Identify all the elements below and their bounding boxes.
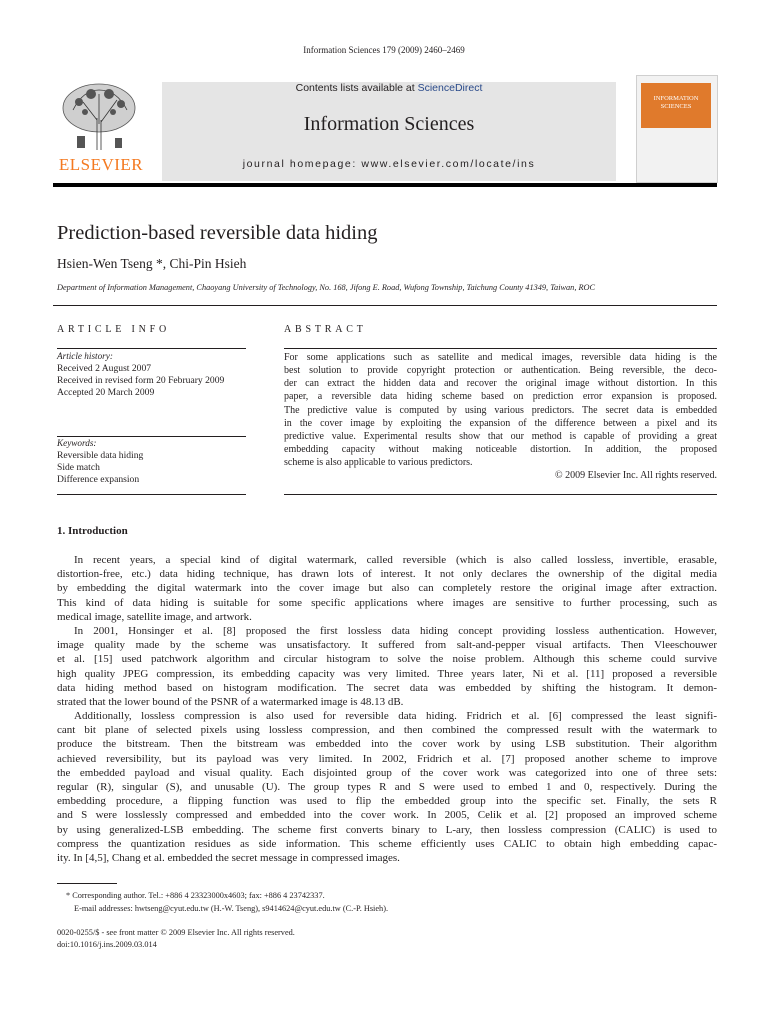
journal-name: Information Sciences — [303, 113, 475, 135]
journal-citation: Information Sciences 179 (2009) 2460–2469 — [303, 45, 465, 55]
body-line: the embedded payload and visual quality. Each disjointed group of the cover work was categorized into one of three sets: — [57, 766, 717, 779]
keyword-item: Difference expansion — [57, 474, 140, 485]
body-line: by using generalized-LSB embedding. The scheme first converts binary to L-ary, then lossless compression (CALIC) is used to — [57, 823, 717, 836]
body-line: regular (R), singular (S), and unusable (U). The group types R and S were used to embed 1 and 0, respectively. During the — [57, 781, 717, 793]
abstract-rule — [284, 348, 717, 349]
history-received: Received 2 August 2007 — [57, 363, 152, 374]
abstract-line: paper, a reversible data hiding scheme based on prediction error expansion is proposed. — [284, 391, 717, 403]
body-line: This kind of data hiding is suitable for some specific applications where images are sensitive to further processing, such as — [57, 596, 717, 609]
abstract-line: The predictive value is computed by using various predictors. The secret data is embedded — [284, 404, 717, 416]
keywords-rule — [57, 436, 246, 437]
abstract-body — [284, 351, 717, 469]
history-revised: Received in revised form 20 February 2009 — [57, 375, 225, 386]
body-line: In recent years, a special kind of digital watermark, called reversible (which is also called lossless, invertible, erasable, — [74, 554, 717, 566]
abstract-line: in the cover image by exploiting the expansion of the difference between a pixel and its — [284, 417, 717, 429]
introduction-body — [57, 553, 717, 865]
body-line: produce the bitstream. Then the bitstream was embedded into the cover work by using LSB substitution. Their algorithm — [57, 738, 717, 751]
cover-title: INFORMATION SCIENCES — [653, 95, 699, 110]
article-title: Prediction-based reversible data hiding — [57, 222, 378, 244]
abstract-line: predictive value. Experimental results show that our method is capable of providing a great — [284, 430, 717, 442]
article-authors: Hsien-Wen Tseng *, Chi-Pin Hsieh — [57, 256, 247, 271]
doi[interactable]: doi:10.1016/j.ins.2009.03.014 — [57, 940, 157, 949]
body-line: data hiding method based on histogram modification. The secret data was embedded by shifting the histogram. It demon- — [57, 681, 717, 694]
body-line: image quality made by the scheme was unsatisfactory. It suffered from salt-and-pepper visual artifacts. Then Vleeschouwer — [57, 639, 717, 652]
body-line: ity. In [4,5], Chang et al. embedded the secret message in compressed images. — [57, 851, 400, 864]
email-footnote: E-mail addresses: hwtseng@cyut.edu.tw (H.-W. Tseng), s9414624@cyut.edu.tw (C.-P. Hsieh). — [74, 904, 389, 913]
article-info-rule — [57, 348, 246, 349]
body-line: by embedding the digital watermark into the cover image but also can completely restore the original image after extraction. — [57, 582, 717, 595]
body-line: medical image, satellite image, and artwork. — [57, 610, 252, 623]
journal-homepage[interactable]: journal homepage: www.elsevier.com/locate/ins — [242, 158, 536, 170]
abstract-bottom-rule — [284, 494, 717, 495]
body-line: and S were losslessly compressed and embedded into the cover work. In 2005, Celik et al. [2] proposed an improved scheme — [57, 809, 717, 822]
article-info-bottom-rule — [57, 494, 246, 495]
body-line: strated that the lower bound of the PSNR of a watermarked image is 48.13 dB. — [57, 695, 404, 708]
introduction-heading: 1. Introduction — [57, 525, 128, 537]
corresponding-author-footnote: * Corresponding author. Tel.: +886 4 23323000x4603; fax: +886 4 23742337. — [66, 891, 325, 900]
abstract-copyright: © 2009 Elsevier Inc. All rights reserved. — [554, 470, 717, 481]
abstract-line: der can extract the hidden data and recover the original image without distortion. In this — [284, 378, 717, 390]
history-accepted: Accepted 20 March 2009 — [57, 387, 155, 398]
body-line: In 2001, Honsinger et al. [8] proposed the first lossless data hiding concept providing lossless authentication. However, — [74, 624, 717, 637]
abstract-line: For some applications such as satellite and medical images, reversible data hiding is the — [284, 352, 717, 363]
contents-line — [162, 82, 616, 94]
front-matter-note: 0020-0255/$ - see front matter © 2009 Elsevier Inc. All rights reserved. — [57, 928, 295, 937]
body-line: compress the quantization residues as side information. This scheme efficiently uses CALIC to obtain high embedding capac- — [57, 837, 717, 850]
body-line: achieved reversibility, but its payload was very limited. In 2002, Fridrich et al. [7] proposed another scheme to improve — [57, 752, 717, 765]
footnote-rule — [57, 883, 117, 884]
abstract-line: embedding capacity without making noticeable distortion. In addition, the proposed — [284, 444, 717, 456]
history-label: Article history: — [57, 351, 113, 361]
header-rule — [53, 183, 717, 187]
abstract-line: scheme is also applicable to various predictors. — [284, 457, 473, 469]
keyword-item: Side match — [57, 462, 100, 473]
title-rule — [53, 305, 717, 306]
sciencedirect-link[interactable]: ScienceDirect — [417, 82, 483, 94]
body-line: distortion-free, etc.) data hiding technique, has drawn lots of interest. It not only declares the ownership of the digital media — [57, 568, 717, 581]
abstract-heading: ABSTRACT — [284, 324, 367, 335]
body-line: cant bit plane of selected pixels using lossless compression, and then combined the compressed result with the watermark to — [57, 724, 717, 737]
article-info-heading: ARTICLE INFO — [57, 324, 171, 335]
keywords-label: Keywords: — [57, 438, 97, 448]
body-line: high quality JPEG compression, its embedding capacity was very limited. Three years later, Ni et al. [11] proposed a reversible — [57, 667, 717, 680]
elsevier-wordmark: ELSEVIER — [58, 155, 144, 174]
abstract-line: best solution to provide copyright protection or authentication. Being reversible, the deco- — [284, 365, 717, 377]
keyword-item: Reversible data hiding — [57, 450, 144, 461]
author-affiliation: Department of Information Management, Chaoyang University of Technology, No. 168, Jifong E. Road, Wufong Township, Taichung County 41349, Taiwan, ROC — [57, 283, 596, 292]
body-line: et al. [15] used patchwork algorithm and circular histogram to solve the noise problem. Although this scheme could survive — [57, 653, 717, 666]
body-line: embedding procedure, a flipping function was used to flip the embedded group into the specific set. Finally, the sets R — [57, 795, 717, 808]
body-line: Additionally, lossless compression is also used for reversible data hiding. Fridrich et al. [6] compressed the least signifi- — [74, 710, 717, 723]
contents-prefix: Contents lists available at — [295, 82, 418, 94]
